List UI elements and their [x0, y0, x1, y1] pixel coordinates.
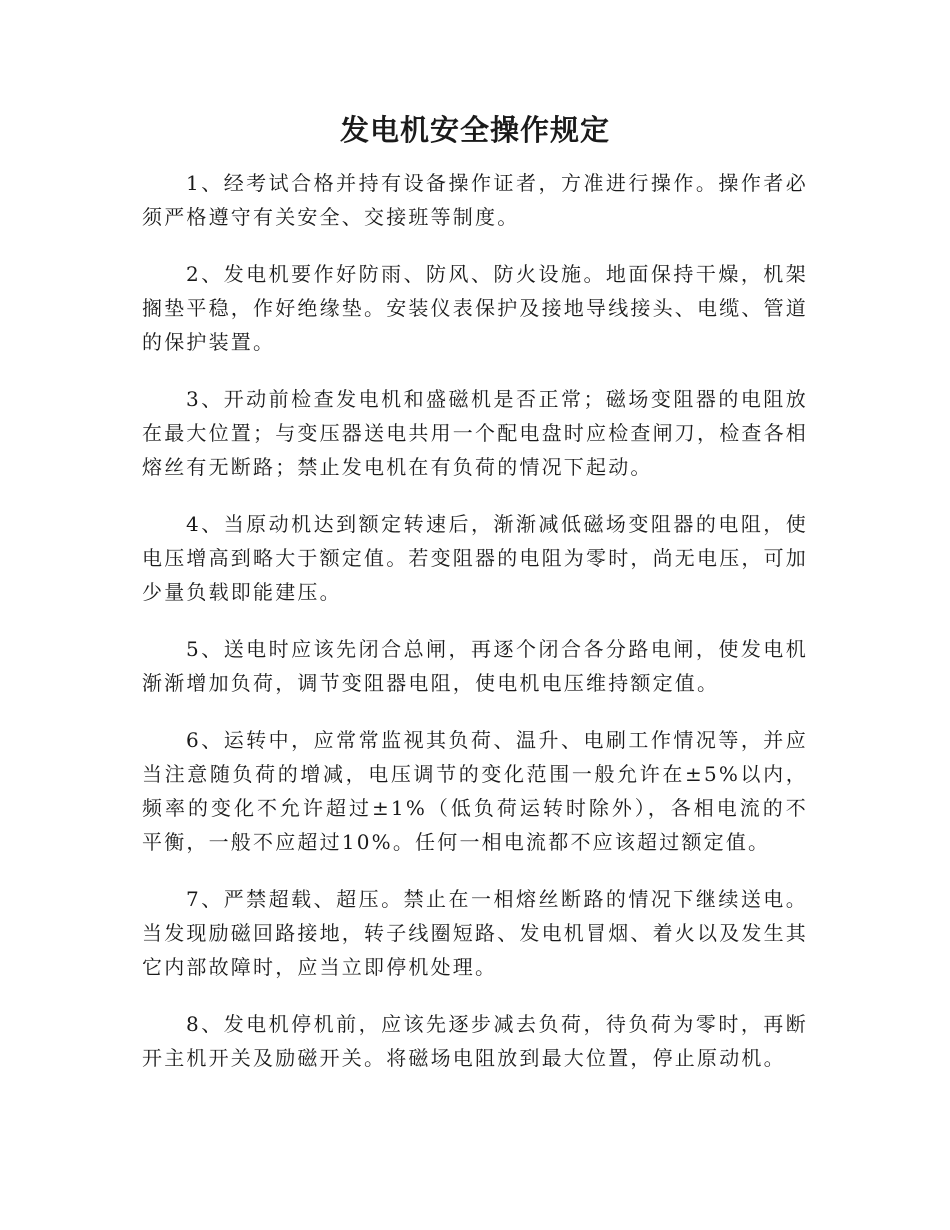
document-title: 发电机安全操作规定	[339, 113, 610, 147]
paragraph-1: 1、经考试合格并持有设备操作证者，方准进行操作。操作者必须严格遵守有关安全、交接班等制度。	[142, 171, 808, 229]
paragraph-8: 8、发电机停机前，应该先逐步减去负荷，待负荷为零时，再断开主机开关及励磁开关。将磁场电阻放到最大位置，停止原动机。	[142, 1012, 808, 1070]
document-body	[142, 166, 808, 1098]
paragraph-3: 3、开动前检查发电机和盛磁机是否正常；磁场变阻器的电阻放在最大位置；与变压器送电共用一个配电盘时应检查闸刀，检查各相熔丝有无断路；禁止发电机在有负荷的情况下起动。	[142, 387, 808, 479]
paragraph-5: 5、送电时应该先闭合总闸，再逐个闭合各分路电闸，使发电机渐渐增加负荷，调节变阻器电阻，使电机电压维持额定值。	[142, 637, 808, 695]
paragraph-4: 4、当原动机达到额定转速后，渐渐减低磁场变阻器的电阻，使电压增高到略大于额定值。若变阻器的电阻为零时，尚无电压，可加少量负载即能建压。	[142, 512, 808, 604]
paragraph-6: 6、运转中，应常常监视其负荷、温升、电刷工作情况等，并应当注意随负荷的增减，电压调节的变化范围一般允许在±5%以内，频率的变化不允许超过±1%（低负荷运转时除外），各相电流的不平衡，一般不应超过10%。任何一相电流都不应该超过额定值。	[142, 728, 808, 854]
paragraph-7: 7、严禁超载、超压。禁止在一相熔丝断路的情况下继续送电。当发现励磁回路接地，转子线圈短路、发电机冒烟、着火以及发生其它内部故障时，应当立即停机处理。	[142, 887, 808, 979]
paragraph-2: 2、发电机要作好防雨、防风、防火设施。地面保持干燥，机架搁垫平稳，作好绝缘垫。安装仪表保护及接地导线接头、电缆、管道的保护装置。	[142, 262, 808, 354]
